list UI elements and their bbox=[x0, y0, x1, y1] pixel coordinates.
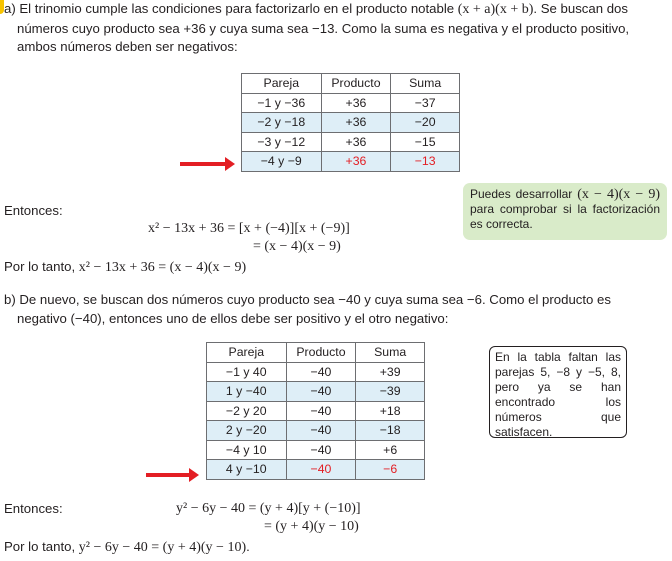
part-b-table-row bbox=[207, 440, 425, 460]
part-b-table-cell: −40 bbox=[286, 382, 356, 402]
tip-note-segment: Puedes desarrollar bbox=[470, 187, 578, 201]
part-b-table-cell: −39 bbox=[356, 382, 425, 402]
part-b-table-cell: +39 bbox=[356, 362, 425, 382]
part-a-intro-segment: a) El trinomio cumple las condiciones para factorizarlo en el producto notable bbox=[4, 1, 458, 16]
part-b-table-cell: −1 y 40 bbox=[207, 362, 287, 382]
part-a-table-row bbox=[242, 113, 460, 133]
part-b-table-cell: −4 y 10 bbox=[207, 440, 287, 460]
part-b-table-cell: 2 y −20 bbox=[207, 421, 287, 441]
part-b-table-cell: −40 bbox=[286, 362, 356, 382]
part-a-table-row bbox=[242, 132, 460, 152]
part-a-entonces: Entonces: bbox=[4, 203, 63, 218]
part-b-entonces: Entonces: bbox=[4, 501, 63, 516]
part-a-table-cell: −13 bbox=[391, 152, 460, 172]
part-b-table-row bbox=[207, 401, 425, 421]
part-a-table-header-cell: Producto bbox=[321, 74, 391, 94]
part-b-table-cell: −40 bbox=[286, 440, 356, 460]
part-b-table-cell: +18 bbox=[356, 401, 425, 421]
missing-pairs-note: En la tabla faltan las parejas 5, −8 y −5, 8, pero ya se han encontrado los números que satisfacen. bbox=[489, 346, 627, 438]
part-b-table-row bbox=[207, 421, 425, 441]
part-b-table-cell: −40 bbox=[286, 460, 356, 480]
part-b-table-cell: −2 y 20 bbox=[207, 401, 287, 421]
part-b-table-cell: −40 bbox=[286, 421, 356, 441]
part-a-table-header-cell: Pareja bbox=[242, 74, 322, 94]
part-b-table bbox=[206, 342, 425, 480]
tip-note-segment: (x − 4)(x − 9) bbox=[577, 187, 660, 202]
tip-note-segment: para comprobar si la factorización es correcta. bbox=[470, 202, 660, 231]
part-b-table-row bbox=[207, 382, 425, 402]
part-a-conclusion bbox=[4, 258, 246, 278]
part-b-table-header-cell: Pareja bbox=[207, 343, 287, 363]
part-a-table-cell: +36 bbox=[321, 152, 391, 172]
part-b-table-row bbox=[207, 460, 425, 480]
part-a-table-cell: −4 y −9 bbox=[242, 152, 322, 172]
part-a-table-cell: +36 bbox=[321, 93, 391, 113]
part-b-table-row bbox=[207, 362, 425, 382]
part-a-table-cell: −20 bbox=[391, 113, 460, 133]
part-b-equation-line2: = (y + 4)(y − 10) bbox=[264, 519, 359, 534]
part-b-intro: b) De nuevo, se buscan dos números cuyo producto sea −40 y cuya suma sea −6. Como el producto es negativo (−40), entonces uno de ellos debe ser positivo y el otro negativo: bbox=[4, 292, 611, 326]
part-a-table-cell: +36 bbox=[321, 132, 391, 152]
part-b-table-header-cell: Suma bbox=[356, 343, 425, 363]
part-a-table-cell: −1 y −36 bbox=[242, 93, 322, 113]
part-b-table-cell: −40 bbox=[286, 401, 356, 421]
part-b-table-cell: 4 y −10 bbox=[207, 460, 287, 480]
part-a-table-cell: −3 y −12 bbox=[242, 132, 322, 152]
part-a-equation-line2: = (x − 4)(x − 9) bbox=[253, 239, 341, 254]
tip-note bbox=[463, 183, 667, 240]
part-b-table-cell: 1 y −40 bbox=[207, 382, 287, 402]
part-a-table bbox=[241, 73, 460, 172]
part-a-table-cell: −15 bbox=[391, 132, 460, 152]
part-b-table-cell: −18 bbox=[356, 421, 425, 441]
part-a-conclusion-prefix: Por lo tanto, bbox=[4, 259, 79, 274]
part-a-table-cell: −37 bbox=[391, 93, 460, 113]
part-b-equation-line1: y² − 6y − 40 = (y + 4)[y + (−10)] bbox=[176, 501, 361, 516]
part-b-conclusion-prefix: Por lo tanto, bbox=[4, 539, 79, 554]
part-a-table-cell: +36 bbox=[321, 113, 391, 133]
part-a-table-cell: −2 y −18 bbox=[242, 113, 322, 133]
part-b-table-cell: −6 bbox=[356, 460, 425, 480]
part-a-conclusion-math: x² − 13x + 36 = (x − 4)(x − 9) bbox=[78, 260, 247, 275]
part-a-intro-segment: (x + a)(x + b) bbox=[457, 2, 534, 17]
part-b-conclusion-math: y² − 6y − 40 = (y + 4)(y − 10) bbox=[78, 540, 247, 555]
part-a-intro-segment: . Se buscan dos números cuyo producto sea +36 y cuya suma sea −13. Como la suma es negativa y el producto positivo, ambos números deben ser negativos: bbox=[17, 1, 630, 54]
highlight-arrow-b bbox=[146, 473, 190, 477]
part-b-conclusion-suffix: . bbox=[246, 539, 250, 554]
part-a-table-row bbox=[242, 152, 460, 172]
part-a-table-row bbox=[242, 93, 460, 113]
part-b-conclusion bbox=[4, 538, 250, 558]
part-a-table-header-cell: Suma bbox=[391, 74, 460, 94]
part-a-intro bbox=[4, 0, 664, 57]
part-a-equation-line1: x² − 13x + 36 = [x + (−4)][x + (−9)] bbox=[148, 221, 350, 236]
highlight-arrow-a bbox=[180, 162, 226, 166]
part-b-table-header-cell: Producto bbox=[286, 343, 356, 363]
part-b-table-cell: +6 bbox=[356, 440, 425, 460]
